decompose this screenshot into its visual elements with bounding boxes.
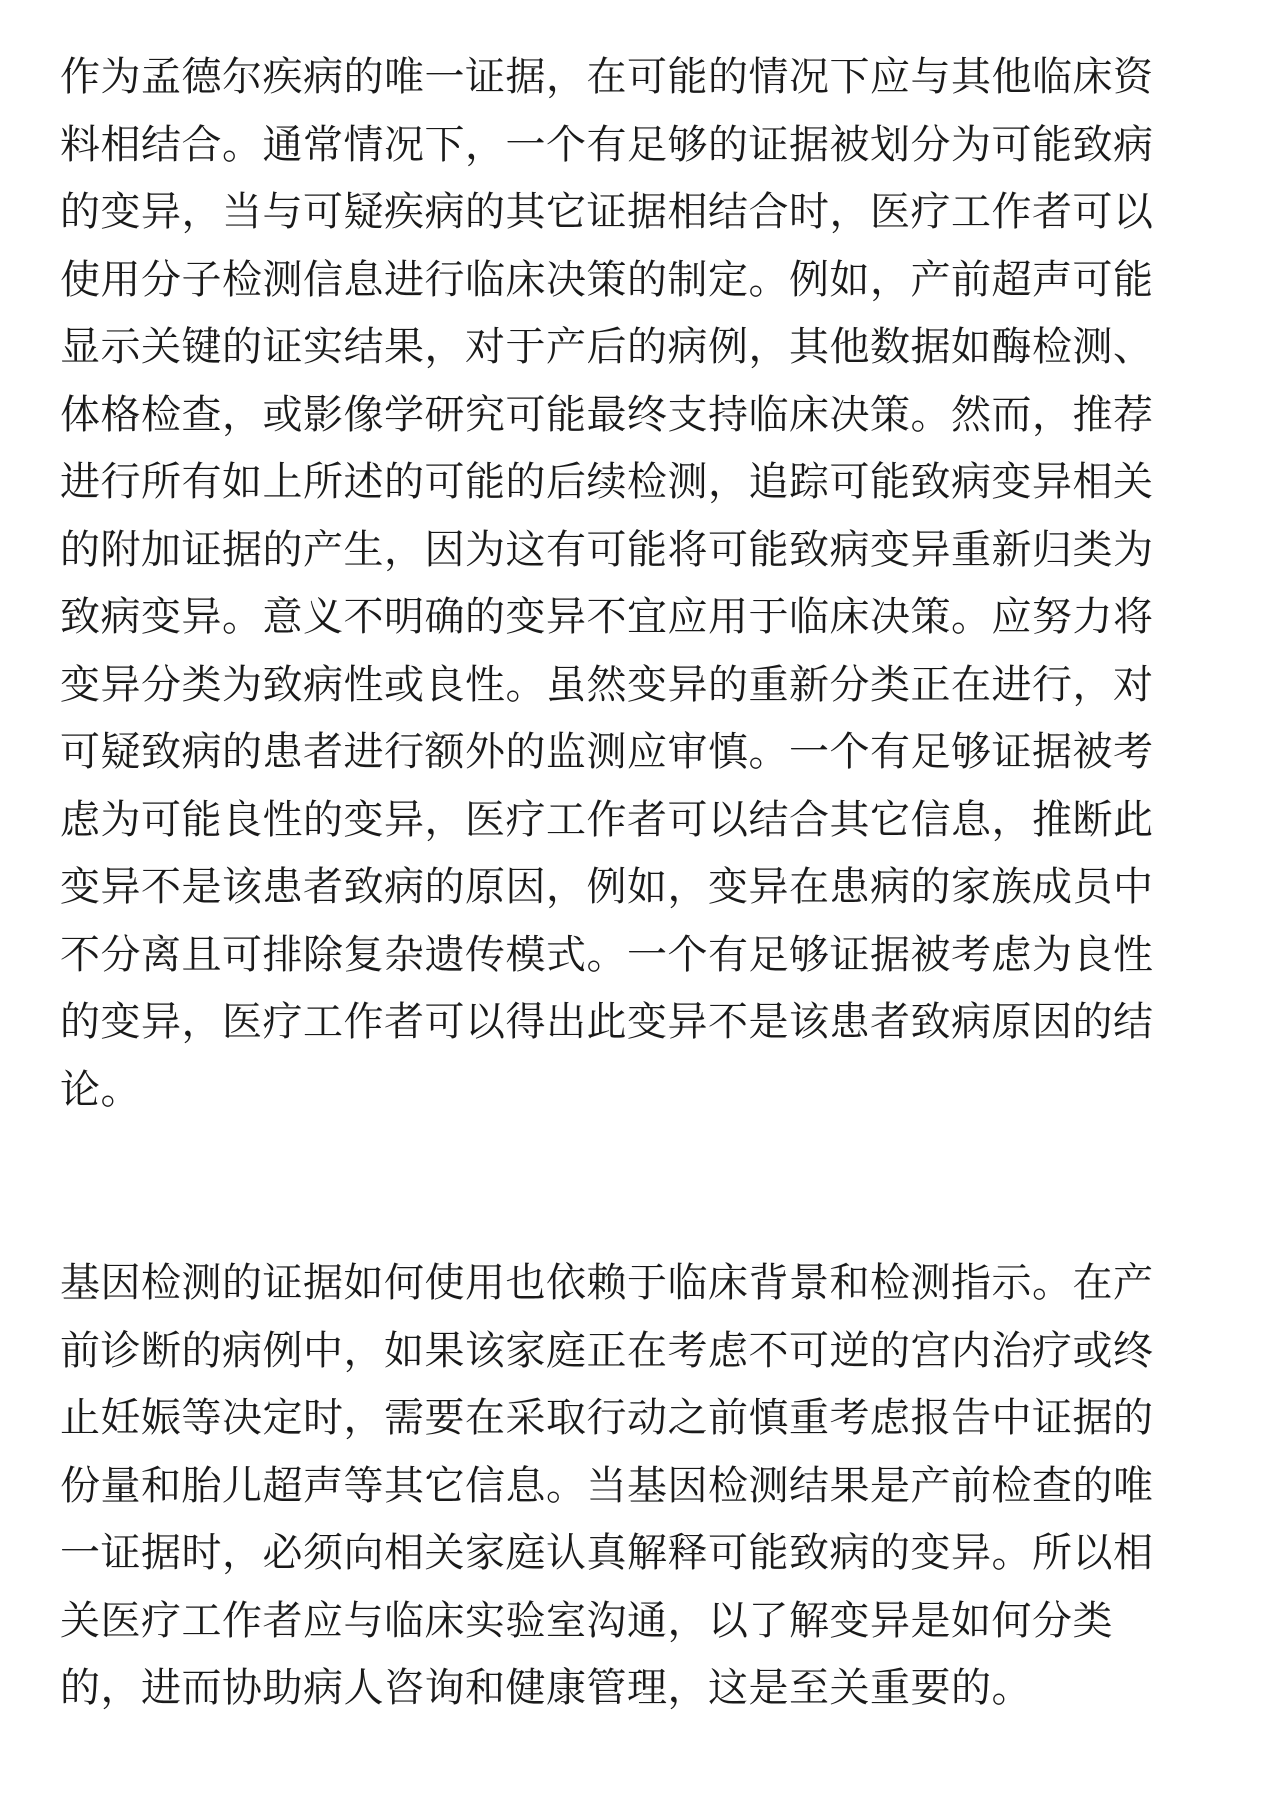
text-line: 的变异，医疗工作者可以得出此变异不是该患者致病原因的结 [60,999,1154,1045]
text-line: 变异不是该患者致病的原因，例如，变异在患病的家族成员中 [60,864,1154,910]
text-line: 止妊娠等决定时，需要在采取行动之前慎重考虑报告中证据的 [60,1395,1154,1441]
text-line: 论。 [60,1066,141,1113]
text-line: 的变异，当与可疑疾病的其它证据相结合时，医疗工作者可以 [60,189,1154,235]
text-line: 份量和胎儿超声等其它信息。当基因检测结果是产前检查的唯 [60,1462,1154,1509]
text-line: 虑为可能良性的变异，医疗工作者可以结合其它信息，推断此 [60,796,1154,843]
text-line: 的，进而协助病人咨询和健康管理，这是至关重要的。 [60,1665,1032,1711]
text-line: 前诊断的病例中，如果该家庭正在考虑不可逆的宫内治疗或终 [60,1327,1154,1374]
text-line: 关医疗工作者应与临床实验室沟通，以了解变异是如何分类 [60,1597,1113,1644]
text-line: 基因检测的证据如何使用也依赖于临床背景和检测指示。在产 [60,1260,1154,1306]
text-line: 进行所有如上所述的可能的后续检测，追踪可能致病变异相关 [60,459,1154,505]
text-line: 显示关键的证实结果，对于产后的病例，其他数据如酶检测、 [60,324,1154,370]
text-line: 作为孟德尔疾病的唯一证据，在可能的情况下应与其他临床资 [60,54,1154,100]
paragraph-1 [60,44,1220,1124]
text-line: 使用分子检测信息进行临床决策的制定。例如，产前超声可能 [60,256,1154,303]
text-line: 一证据时，必须向相关家庭认真解释可能致病的变异。所以相 [60,1530,1154,1576]
text-line: 致病变异。意义不明确的变异不宜应用于临床决策。应努力将 [60,594,1154,640]
text-line: 不分离且可排除复杂遗传模式。一个有足够证据被考虑为良性 [60,931,1154,978]
text-line: 料相结合。通常情况下，一个有足够的证据被划分为可能致病 [60,121,1154,168]
paragraph-spacer [60,1124,1220,1250]
text-line: 变异分类为致病性或良性。虽然变异的重新分类正在进行，对 [60,661,1154,708]
text-line: 体格检查，或影像学研究可能最终支持临床决策。然而，推荐 [60,391,1154,438]
paragraph-2 [60,1250,1220,1723]
text-line: 可疑致病的患者进行额外的监测应审慎。一个有足够证据被考 [60,729,1154,775]
text-line: 的附加证据的产生，因为这有可能将可能致病变异重新归类为 [60,526,1154,573]
document-body [60,44,1220,1723]
